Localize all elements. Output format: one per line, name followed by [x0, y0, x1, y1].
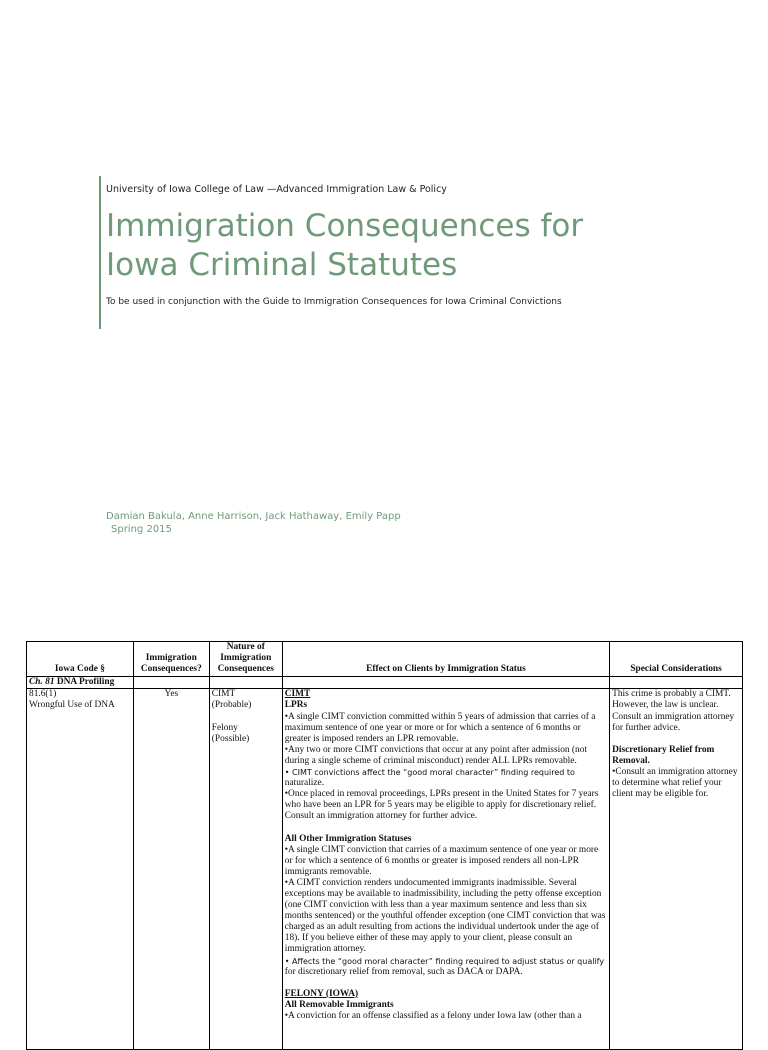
other-point-1: •A single CIMT conviction that carries of a maximum sentence of one year or more or for which a sentence of 6 months or greater is imposed renders all non-LPR immigrants removable.	[284, 844, 599, 877]
chapter-number: Ch. 81	[29, 677, 55, 688]
header-special-considerations: Special Considerations	[610, 642, 743, 677]
effect-cell	[282, 689, 609, 1050]
header-nature: Nature of Immigration Consequences	[209, 642, 282, 677]
document-subtitle: To be used in conjunction with the Guide to Immigration Consequences for Iowa Criminal Convictions	[106, 297, 562, 307]
other-point-2: •A CIMT conviction renders undocumented immigrants inadmissible. Several exceptions may be available to inadmissibility, including the petty offense exception (one CIMT conviction with less than a year maximum sentence and less than six months sentenced) or the youthful offender exception (one CIMT conviction that was charged as an adult resulting from actions the individual undertook under the age of 18). If you believe either of these may apply to your client, please consult an immigration attorney.	[284, 877, 606, 955]
discretionary-relief-heading: Discretionary Relief from Removal.	[612, 744, 715, 766]
lpr-point-3: • CIMT convictions affect the “good moral character” finding required to	[284, 768, 575, 778]
nature-cimt: CIMT	[211, 689, 236, 700]
nature-felony-likelihood: (Possible)	[211, 733, 250, 744]
chapter-name: DNA Profiling	[56, 677, 115, 688]
cimt-heading: CIMT	[284, 689, 311, 700]
other-statuses-heading: All Other Immigration Statuses	[284, 833, 412, 844]
publication-date: Spring 2015	[111, 524, 172, 535]
lprs-heading: LPRs	[284, 700, 308, 711]
lpr-point-2: •Any two or more CIMT convictions that occur at any point after admission (not during a single scheme of criminal misconduct) render ALL LPRs removable.	[284, 744, 588, 766]
chapter-row	[27, 677, 743, 689]
lpr-point-3-cont: naturalize.	[284, 778, 325, 789]
felony-point-1: •A conviction for an offense classified as a felony under Iowa law (other than a	[284, 1010, 582, 1021]
header-iowa-code: Iowa Code §	[27, 642, 134, 677]
special-considerations-cell	[610, 689, 743, 1050]
table-header-row	[27, 642, 743, 677]
other-point-3: • Affects the “good moral character” finding required to adjust status or qualify	[284, 956, 605, 966]
other-point-3-cont: for discretionary relief from removal, such as DACA or DAPA.	[284, 966, 523, 977]
header-effect: Effect on Clients by Immigration Status	[282, 642, 609, 677]
lpr-point-4: •Once placed in removal proceedings, LPRs present in the United States for 7 years who have been an LPR for 5 years may be eligible to apply for discretionary relief. Consult an immigration attorney for further advice.	[284, 789, 599, 822]
document-title	[106, 207, 659, 285]
authors-block	[106, 510, 401, 536]
title-line-1: Immigration Consequences for	[106, 208, 584, 244]
special-note: This crime is probably a CIMT. However, the law is unclear. Consult an immigration attorney for further advice.	[612, 689, 735, 733]
code-section: 81.6(1)	[29, 689, 57, 700]
author-names: Damian Bakula, Anne Harrison, Jack Hathaway, Emily Papp	[106, 511, 401, 522]
lpr-point-1: •A single CIMT conviction committed within 5 years of admission that carries of a maximum sentence of one year or more or for which a sentence of 6 months or greater is imposed renders an LPR removable.	[284, 711, 596, 744]
consequences-cell	[133, 689, 209, 1050]
cover-block	[99, 176, 659, 329]
chapter-label	[27, 677, 134, 689]
nature-cell	[209, 689, 282, 1050]
felony-heading: FELONY (IOWA)	[284, 988, 359, 999]
table-row	[27, 689, 743, 1050]
statutes-table	[26, 641, 743, 1050]
nature-felony: Felony	[211, 722, 238, 733]
header-immigration-consequences: Immigration Consequences?	[133, 642, 209, 677]
consequences-value: Yes	[164, 689, 179, 700]
title-line-2: Iowa Criminal Statutes	[106, 247, 458, 283]
offense-name: Wrongful Use of DNA	[29, 700, 115, 711]
institution-line: University of Iowa College of Law —Advanced Immigration Law & Policy	[106, 184, 447, 195]
nature-cimt-likelihood: (Probable)	[211, 700, 252, 711]
code-cell	[27, 689, 134, 1050]
discretionary-relief-note: •Consult an immigration attorney to determine what relief your client may be eligible for.	[612, 766, 738, 800]
felony-subheading: All Removable Immigrants	[284, 999, 394, 1010]
